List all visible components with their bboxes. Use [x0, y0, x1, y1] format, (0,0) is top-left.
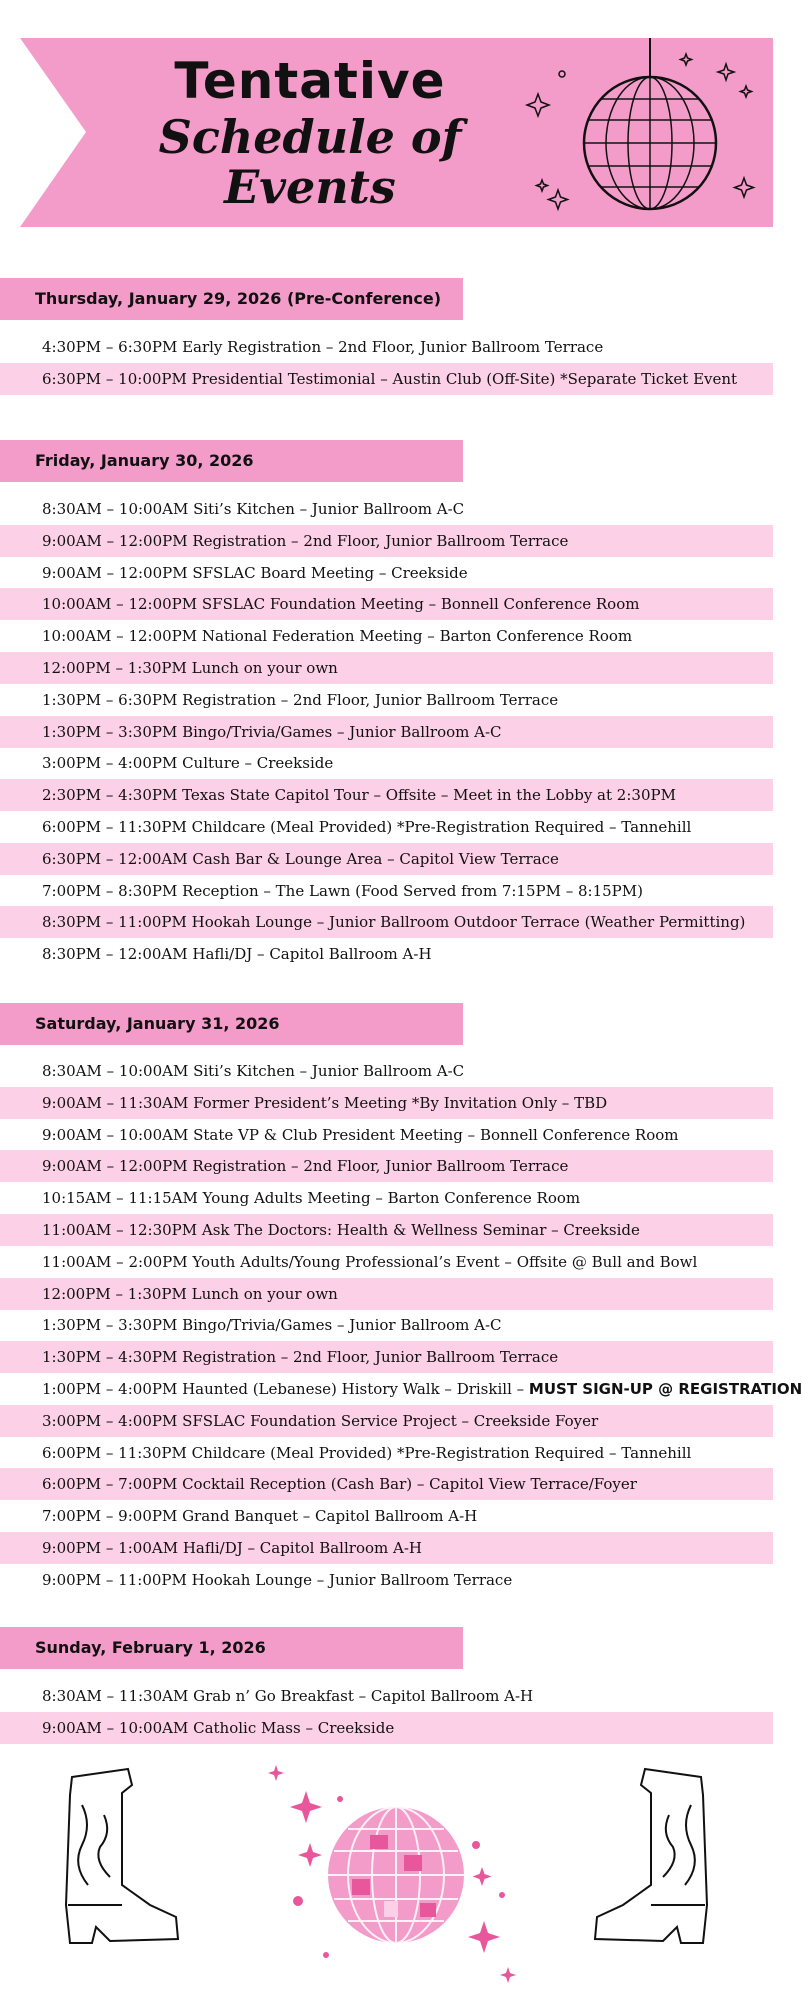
page-title-line-2: Schedule of Events [158, 110, 462, 214]
event-row [0, 525, 773, 557]
event-row [0, 938, 773, 970]
sparkle-icon [527, 94, 549, 116]
sparkle-icon [718, 64, 734, 80]
event-text: 6:30PM – 10:00PM Presidential Testimonial – Austin Club (Off-Site) *Separate Ticket Event [42, 369, 738, 388]
event-text: 4:30PM – 6:30PM Early Registration – 2nd Floor, Junior Ballroom Terrace [42, 338, 604, 356]
event-text: 8:30AM – 10:00AM Siti’s Kitchen – Junior Ballroom A-C [42, 500, 465, 518]
event-text: 9:00PM – 1:00AM Hafli/DJ – Capitol Ballroom A-H [42, 1539, 422, 1557]
event-row [0, 1150, 773, 1182]
sparkle-icon [741, 86, 752, 97]
event-row [0, 1278, 773, 1310]
sparkle-icon [268, 1765, 284, 1781]
event-text: 9:00AM – 11:30AM Former President’s Meeting *By Invitation Only – TBD [42, 1093, 608, 1112]
event-row [0, 1437, 773, 1469]
event-text: 1:30PM – 4:30PM Registration – 2nd Floor, Junior Ballroom Terrace [42, 1348, 559, 1367]
cowboy-boot-icon [66, 1769, 178, 1943]
event-text: 10:00AM – 12:00PM National Federation Meeting – Barton Conference Room [42, 627, 633, 646]
event-row [0, 1564, 773, 1596]
event-row [0, 1087, 773, 1119]
day-header [0, 278, 463, 320]
event-row [0, 620, 773, 652]
event-text: 8:30PM – 11:00PM Hookah Lounge – Junior Ballroom Outdoor Terrace (Weather Permitting) [42, 913, 746, 932]
event-row [0, 1341, 773, 1373]
event-row [0, 1373, 802, 1405]
sparkle-icon [735, 178, 754, 197]
event-row [0, 843, 773, 875]
event-text: 9:00AM – 12:00PM Registration – 2nd Floor, Junior Ballroom Terrace [42, 1157, 569, 1176]
event-text: 8:30AM – 10:00AM Siti’s Kitchen – Junior Ballroom A-C [42, 1062, 465, 1080]
page-title-line-1: Tentative [174, 52, 446, 110]
sparkle-icon [500, 1967, 516, 1983]
sparkle-icon [290, 1791, 322, 1823]
disco-ball-icon [328, 1807, 464, 1943]
sparkle-icon [473, 1867, 492, 1886]
event-text: 6:00PM – 7:00PM Cocktail Reception (Cash Bar) – Capitol View Terrace/Foyer [42, 1475, 637, 1494]
event-text: 10:15AM – 11:15AM Young Adults Meeting – Barton Conference Room [42, 1189, 581, 1208]
event-text: 6:00PM – 11:30PM Childcare (Meal Provided) *Pre-Registration Required – Tannehill [42, 818, 692, 836]
day-header-label: Saturday, January 31, 2026 [35, 1014, 280, 1033]
event-row [0, 1055, 773, 1087]
event-text: 9:00PM – 11:00PM Hookah Lounge – Junior Ballroom Terrace [42, 1570, 513, 1589]
event-row [0, 1246, 773, 1278]
event-text: 2:30PM – 4:30PM Texas State Capitol Tour – Offsite – Meet in the Lobby at 2:30PM [42, 786, 676, 805]
event-row [0, 1309, 773, 1341]
event-text: 11:00AM – 12:30PM Ask The Doctors: Health & Wellness Seminar – Creekside [42, 1221, 640, 1239]
event-row [0, 493, 773, 525]
event-row [0, 1182, 773, 1214]
event-text: 12:00PM – 1:30PM Lunch on your own [42, 1284, 338, 1303]
sparkle-icon [681, 54, 692, 65]
disco-ball-icon [518, 38, 758, 228]
event-text: 7:00PM – 9:00PM Grand Banquet – Capitol Ballroom A-H [42, 1507, 478, 1526]
sparkle-icon [298, 1843, 322, 1867]
event-row [0, 779, 773, 811]
event-text: 9:00AM – 10:00AM State VP & Club President Meeting – Bonnell Conference Room [42, 1125, 679, 1144]
event-text: 8:30AM – 11:30AM Grab n’ Go Breakfast – Capitol Ballroom A-H [42, 1687, 534, 1705]
event-text: 11:00AM – 2:00PM Youth Adults/Young Professional’s Event – Offsite @ Bull and Bowl [42, 1252, 698, 1271]
sparkle-icon [537, 180, 548, 191]
day-header-label: Friday, January 30, 2026 [35, 451, 254, 470]
event-row [0, 1680, 773, 1712]
day-header [0, 1003, 463, 1045]
event-row [0, 1468, 773, 1500]
event-row [0, 652, 773, 684]
event-text: 1:30PM – 6:30PM Registration – 2nd Floor, Junior Ballroom Terrace [42, 690, 559, 709]
event-text: 1:00PM – 4:00PM Haunted (Lebanese) History Walk – Driskill – MUST SIGN-UP @ REGISTRATION [42, 1380, 802, 1398]
event-text: 9:00AM – 12:00PM SFSLAC Board Meeting – Creekside [42, 563, 468, 582]
event-row [0, 557, 773, 589]
event-row [0, 811, 773, 843]
event-row [0, 588, 773, 620]
event-row [0, 1214, 773, 1246]
event-row [0, 875, 773, 907]
day-header-label: Thursday, January 29, 2026 (Pre-Conference) [35, 289, 442, 308]
event-text: 6:00PM – 11:30PM Childcare (Meal Provided) *Pre-Registration Required – Tannehill [42, 1443, 692, 1462]
event-row [0, 747, 773, 779]
event-row [0, 1405, 773, 1437]
sparkle-icon [549, 190, 568, 209]
event-row [0, 906, 773, 938]
day-header [0, 440, 463, 482]
event-text: 10:00AM – 12:00PM SFSLAC Foundation Meeting – Bonnell Conference Room [42, 595, 640, 614]
cowboy-boot-icon [595, 1769, 707, 1943]
event-text: 6:30PM – 12:00AM Cash Bar & Lounge Area – Capitol View Terrace [42, 849, 559, 868]
sparkle-icon [468, 1921, 500, 1953]
event-text: 7:00PM – 8:30PM Reception – The Lawn (Food Served from 7:15PM – 8:15PM) [42, 881, 643, 900]
event-row [0, 1712, 773, 1744]
event-row [0, 363, 773, 395]
event-row [0, 1119, 773, 1151]
event-row [0, 684, 773, 716]
day-header-label: Sunday, February 1, 2026 [35, 1638, 266, 1657]
event-text: 3:00PM – 4:00PM SFSLAC Foundation Service Project – Creekside Foyer [42, 1411, 599, 1430]
day-header [0, 1627, 463, 1669]
event-text: 12:00PM – 1:30PM Lunch on your own [42, 659, 338, 677]
event-text: 9:00AM – 10:00AM Catholic Mass – Creekside [42, 1718, 395, 1737]
event-text: 9:00AM – 12:00PM Registration – 2nd Floor, Junior Ballroom Terrace [42, 531, 569, 550]
event-text: 1:30PM – 3:30PM Bingo/Trivia/Games – Junior Ballroom A-C [42, 1316, 502, 1335]
event-note-bold: MUST SIGN-UP @ REGISTRATION [528, 1380, 802, 1398]
event-row [0, 1532, 773, 1564]
event-text: 3:00PM – 4:00PM Culture – Creekside [42, 754, 334, 773]
event-text: 8:30PM – 12:00AM Hafli/DJ – Capitol Ballroom A-H [42, 945, 432, 964]
event-row [0, 331, 773, 363]
footer-decoration [0, 1755, 773, 2000]
event-row [0, 716, 773, 748]
event-text: 1:30PM – 3:30PM Bingo/Trivia/Games – Junior Ballroom A-C [42, 722, 502, 741]
event-row [0, 1500, 773, 1532]
